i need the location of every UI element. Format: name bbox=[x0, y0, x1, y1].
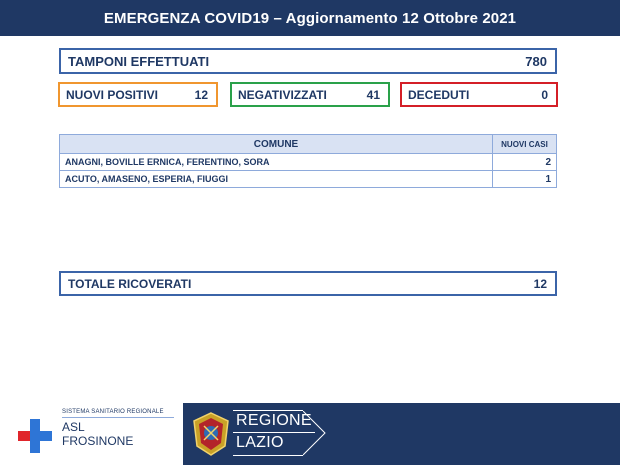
cell-comune: ANAGNI, BOVILLE ERNICA, FERENTINO, SORA bbox=[60, 154, 493, 171]
totale-ricoverati-box bbox=[59, 271, 557, 296]
banner-line-bottom bbox=[233, 455, 303, 456]
nuovi-positivi-value: 12 bbox=[194, 87, 208, 102]
tamponi-value: 780 bbox=[525, 53, 547, 69]
cell-nuovi-casi: 2 bbox=[493, 154, 557, 171]
column-header-comune: COMUNE bbox=[60, 135, 493, 154]
deceduti-value: 0 bbox=[541, 87, 548, 102]
regione-label: REGIONE bbox=[236, 412, 312, 429]
nuovi-positivi-label: NUOVI POSITIVI bbox=[66, 87, 159, 102]
regione-lazio-banner bbox=[183, 403, 620, 465]
chevron-decoration-icon bbox=[303, 411, 333, 457]
table-header-row bbox=[60, 135, 557, 154]
deceduti-label: DECEDUTI bbox=[408, 87, 470, 102]
negativizzati-box bbox=[230, 82, 390, 107]
negativizzati-label: NEGATIVIZZATI bbox=[238, 87, 327, 102]
ssr-label: SISTEMA SANITARIO REGIONALE bbox=[62, 409, 164, 415]
cross-logo-icon bbox=[18, 419, 52, 453]
ssr-divider bbox=[62, 417, 174, 418]
column-header-nuovi-casi: NUOVI CASI bbox=[493, 135, 557, 154]
asl-frosinone-label: FROSINONE bbox=[62, 434, 134, 448]
totale-ricoverati-label: TOTALE RICOVERATI bbox=[68, 276, 192, 291]
totale-ricoverati-value: 12 bbox=[533, 276, 547, 291]
asl-label: ASL bbox=[62, 420, 85, 434]
lazio-label: LAZIO bbox=[236, 434, 284, 451]
table-row bbox=[60, 171, 557, 188]
table-row bbox=[60, 154, 557, 171]
negativizzati-value: 41 bbox=[366, 87, 380, 102]
page-title: EMERGENZA COVID19 – Aggiornamento 12 Ottobre 2021 bbox=[103, 9, 517, 27]
header-bar bbox=[0, 0, 620, 36]
asl-logo-block bbox=[0, 400, 183, 465]
banner-line-top bbox=[233, 410, 303, 411]
tamponi-label: TAMPONI EFFETTUATI bbox=[68, 53, 210, 69]
nuovi-positivi-box bbox=[58, 82, 218, 107]
deceduti-box bbox=[400, 82, 558, 107]
cell-nuovi-casi: 1 bbox=[493, 171, 557, 188]
regione-lazio-emblem-icon bbox=[192, 412, 230, 456]
tamponi-box bbox=[59, 48, 557, 74]
comuni-table bbox=[59, 134, 557, 188]
cell-comune: ACUTO, AMASENO, ESPERIA, FIUGGI bbox=[60, 171, 493, 188]
